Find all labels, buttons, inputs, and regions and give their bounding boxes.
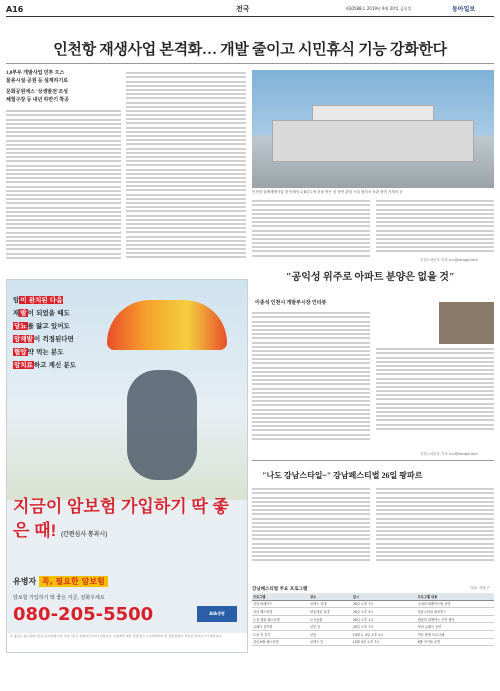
- table-cell: 강남 퍼레이드: [252, 600, 309, 608]
- table-row: [252, 615, 494, 623]
- table-cell: 영동대로 일대: [309, 608, 352, 616]
- festival-body-col2: [376, 486, 494, 582]
- ad-headline-text: 지금이 암보험 가입하기 딱 좋은 때!: [13, 497, 229, 540]
- table-cell: 10월 4일 오후 7시: [352, 638, 417, 646]
- interview-body-col2: [376, 346, 494, 454]
- ad-product-prefix: 유병자: [13, 577, 37, 586]
- page-number: A16: [6, 5, 24, 14]
- ad-product: [13, 576, 108, 587]
- table-cell: 도곡공원: [309, 615, 352, 623]
- lead-subheads: [6, 70, 121, 104]
- table-cell: 선릉: [309, 630, 352, 638]
- lead-byline: 인천=차준호 기자 run@donga.com: [420, 258, 478, 262]
- lead-sub-2: 물류시설·공원 등 설계하기로: [6, 78, 69, 84]
- table-cell: 클래식 음악회: [252, 623, 309, 631]
- table-header: 프로그램: [252, 593, 309, 600]
- ad-feature: [13, 307, 113, 320]
- table-cell: 선릉 앞: [309, 623, 352, 631]
- ad-feature: [13, 359, 113, 372]
- lead-sub-4: 체험구장 등 내년 하반기 착공: [6, 97, 69, 103]
- interviewee-photo: [439, 302, 494, 344]
- festival-body-col1: [252, 486, 370, 582]
- program-table-title: 강남페스티벌 주요 프로그램: [252, 587, 308, 592]
- ad-feature-text: 이 걱정된다면: [33, 335, 74, 343]
- ad-company-logo: AIA생명: [197, 606, 237, 622]
- table-cell: 캠핑과 함께하는 가족 행사: [417, 615, 494, 623]
- ad-feature-list: [13, 294, 113, 372]
- right-body-col1: [252, 198, 370, 262]
- parachute-image: [107, 300, 227, 350]
- table-cell: 도심 캠핑 페스티벌: [252, 615, 309, 623]
- lead-sub-3: 문화공원에스 '상생발전'조성: [6, 90, 68, 95]
- ad-phone-label: 암보험 가입하기 딱 좋은 지금, 전화주세요: [13, 595, 105, 601]
- issue-date: 제30588호 2019년 9월 20일 금요일: [345, 6, 412, 11]
- table-row: [252, 623, 494, 631]
- building: [272, 120, 474, 162]
- section-title: 전국: [236, 5, 250, 13]
- table-cell: 강남 K팝 페스티벌: [252, 638, 309, 646]
- lead-sub-1: 1,8부두 개발사업 민투 으스: [6, 71, 65, 76]
- table-cell: 국내외 퍼레이드팀 공연: [417, 600, 494, 608]
- table-cell: 코엑스 일대: [309, 600, 352, 608]
- photo-caption: 인천항 함께재생사업 첫 단계인 1·8부두에 문을 닫은 한 항만 관리 시설 쉼터서 보관 중인 지게차 등: [252, 190, 403, 194]
- table-cell: 강남스타일 퍼포먼스: [417, 608, 494, 616]
- header-divider: [6, 16, 494, 17]
- table-row: [252, 638, 494, 646]
- insurance-ad: [6, 279, 248, 653]
- ad-feature-highlight: 발: [20, 309, 27, 317]
- ad-feature-text: 약 먹는 분도: [27, 348, 64, 356]
- ad-feature-text: 이 되었을 때도: [27, 309, 70, 317]
- table-header: 장소: [309, 593, 352, 600]
- table-cell: 코엑스 앞: [309, 638, 352, 646]
- program-table: [252, 593, 494, 646]
- table-cell: 28일 오후 1시: [352, 615, 417, 623]
- skydivers-image: [127, 370, 197, 480]
- newspaper-logo: 동아일보: [452, 6, 476, 13]
- table-cell: 26일 오후 7시: [352, 600, 417, 608]
- interview-byline: 인천=차준호 기자 run@donga.com: [420, 452, 478, 456]
- interview-subtitle: 이종석 인천시 개발부시장 인터뷰: [255, 301, 327, 306]
- table-cell: 26일 오후 3시: [352, 608, 417, 616]
- ad-feature-text: 재: [13, 309, 20, 317]
- ad-feature-highlight: 이 완치된 다음: [20, 296, 63, 304]
- ad-feature: [13, 294, 113, 307]
- lead-body-col1: [6, 108, 121, 274]
- lead-body-col2: [126, 70, 246, 274]
- table-cell: K팝 아이돌 공연: [417, 638, 494, 646]
- article-photo: [252, 70, 494, 188]
- ad-feature: [13, 333, 113, 346]
- ad-feature-highlight: 암재발: [14, 335, 33, 343]
- ad-feature: [13, 346, 113, 359]
- ad-phone-number[interactable]: 080-205-5500: [13, 604, 154, 625]
- interview-body-col1: [252, 310, 370, 454]
- ad-feature-highlight: 당뇨: [14, 322, 27, 330]
- table-header: 일시: [352, 593, 417, 600]
- ad-feature: [13, 320, 113, 333]
- section3-divider: [252, 460, 494, 461]
- program-table-source: 자료: 강남구: [470, 586, 490, 590]
- table-row: [252, 630, 494, 638]
- ad-headline: [13, 495, 243, 547]
- table-cell: 강남 페스티벌: [252, 608, 309, 616]
- table-row: [252, 600, 494, 608]
- table-cell: 역사 탐방 프로그램: [417, 630, 494, 638]
- right-body-col2: [376, 198, 494, 262]
- interview-headline: "공익성 위주로 아파트 분양은 없을 것": [286, 272, 455, 283]
- ad-note: (간편심사 통과시): [60, 532, 108, 538]
- table-cell: 10월 1, 4일 오후 1시: [352, 630, 417, 638]
- ad-feature-text: 를 앓고 있어도: [27, 322, 70, 330]
- ad-feature-highlight: 혈압: [14, 348, 27, 356]
- festival-headline: "나도 강남스타일~" 강남페스티벌 26일 팡파르: [262, 471, 423, 480]
- ad-product-name: 꼭, 필요한 암보험: [39, 576, 108, 587]
- ad-disclaimer: 본 광고는 광고심의기준을 준수하였으며, 유효기간은 심의일로부터 1년입니다. 보험계약 체결 전에 반드시 보험계약자 및 상품설명서, 약관을 읽어보시기 바랍니다.: [7, 633, 247, 652]
- ad-feature-text: 하고 계신 분도: [33, 361, 77, 369]
- ad-feature-highlight: 암치료: [14, 361, 33, 369]
- table-row: [252, 608, 494, 616]
- main-headline: 인천항 재생사업 본격화… 개발 줄이고 시민휴식 기능 강화한다: [53, 42, 447, 58]
- ad-feature-text: 암: [13, 296, 20, 304]
- table-header: 프로그램 내용: [417, 593, 494, 600]
- table-cell: 야외 클래식 공연: [417, 623, 494, 631]
- headline-divider: [6, 63, 494, 64]
- table-cell: 29일 오후 7시: [352, 623, 417, 631]
- table-cell: 도심 속 걷기: [252, 630, 309, 638]
